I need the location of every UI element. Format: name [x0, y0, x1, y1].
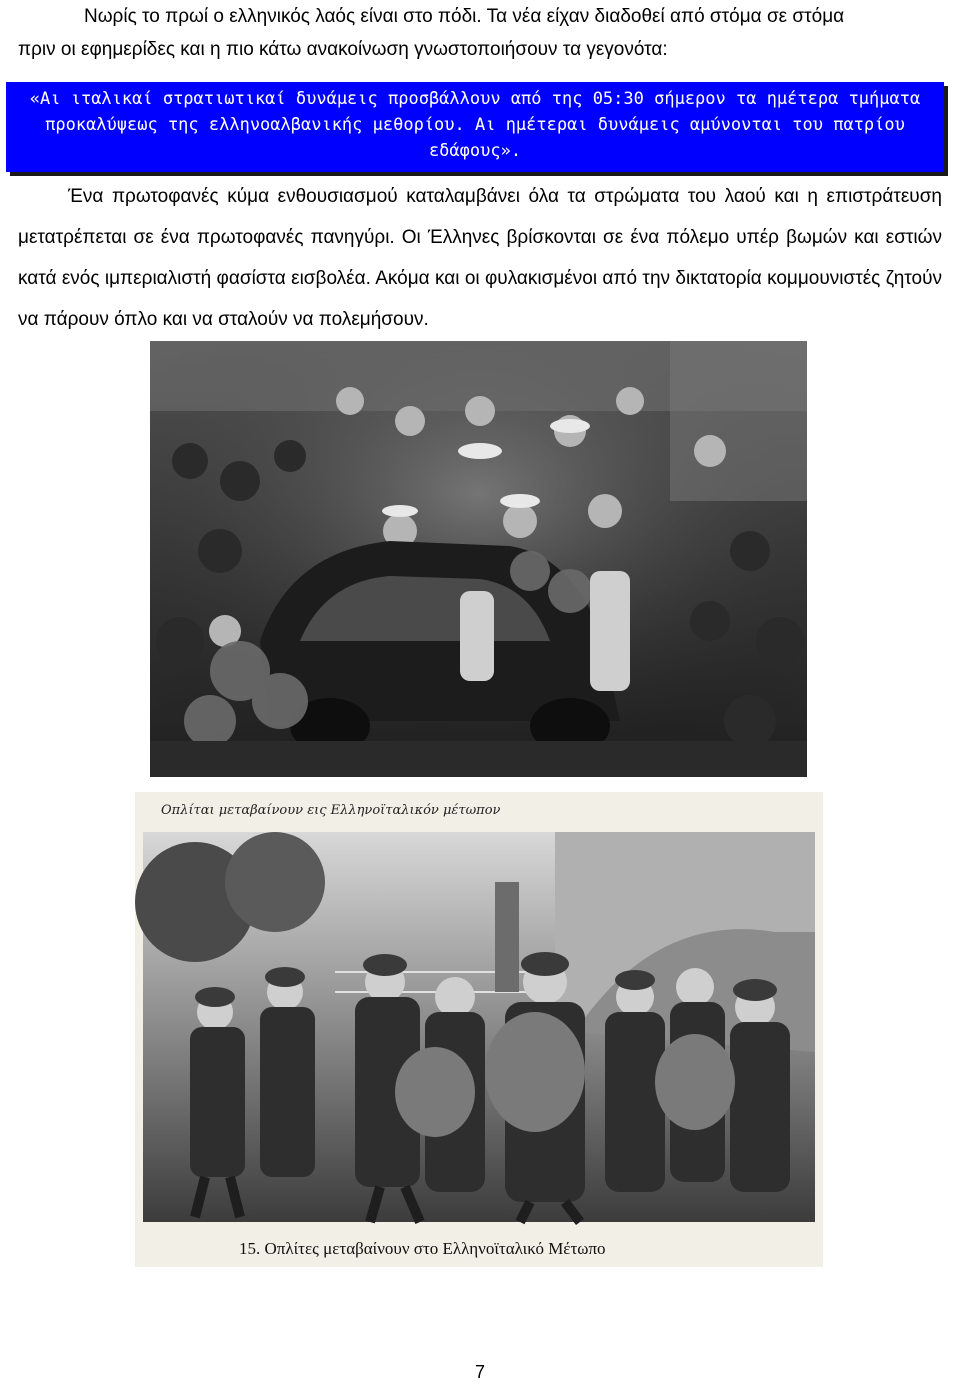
- intro-line-2: πριν οι εφημερίδες και η πιο κάτω ανακοίνωση γνωστοποιήσουν τα γεγονότα:: [18, 39, 668, 60]
- photo2-printed-caption: 15. Οπλίτες μεταβαίνουν στο Ελληνοϊταλικό Μέτωπο: [239, 1239, 606, 1258]
- intro-text: [18, 0, 944, 66]
- soldiers-marching-photo: [135, 792, 823, 1267]
- body-paragraph: [18, 176, 942, 340]
- page-number: 7: [474, 1362, 485, 1382]
- crowd-celebration-photo: [150, 341, 807, 777]
- body-paragraph-text: Ένα πρωτοφανές κύμα ενθουσιασμού καταλαμβάνει όλα τα στρώματα του λαού και η επιστράτευση μετατρέπεται σε ένα πρωτοφανές πανηγύρι. Οι Έλληνες βρίσκονται σε ένα πόλεμο υπέρ βωμών και εστιών κατά ενός ιμπεριαλιστή φασίστα εισβολέα. Ακόμα και οι φυλακισμένοι από την δικτατορία κομμουνιστές ζητούν να πάρουν όπλο και να σταλούν να πολεμήσουν.: [18, 186, 942, 330]
- proclamation-text: «Αι ιταλικαί στρατιωτικαί δυνάμεις προσβάλλουν από της 05:30 σήμερον τα ημέτερα τμήματα προκαλύψεως της ελληνοαλβανικής μεθορίου. Αι ημέτεραι δυνάμεις αμύνονται του πατρίου εδάφους».: [29, 89, 921, 161]
- photo2-handwritten-caption: Οπλίται μεταβαίνουν εις Ελληνοϊταλικόν μέτωπον: [161, 803, 501, 818]
- proclamation-box: [6, 82, 944, 172]
- intro-line-1: Νωρίς το πρωί ο ελληνικός λαός είναι στο πόδι. Τα νέα είχαν διαδοθεί από στόμα σε στόμα: [84, 6, 845, 27]
